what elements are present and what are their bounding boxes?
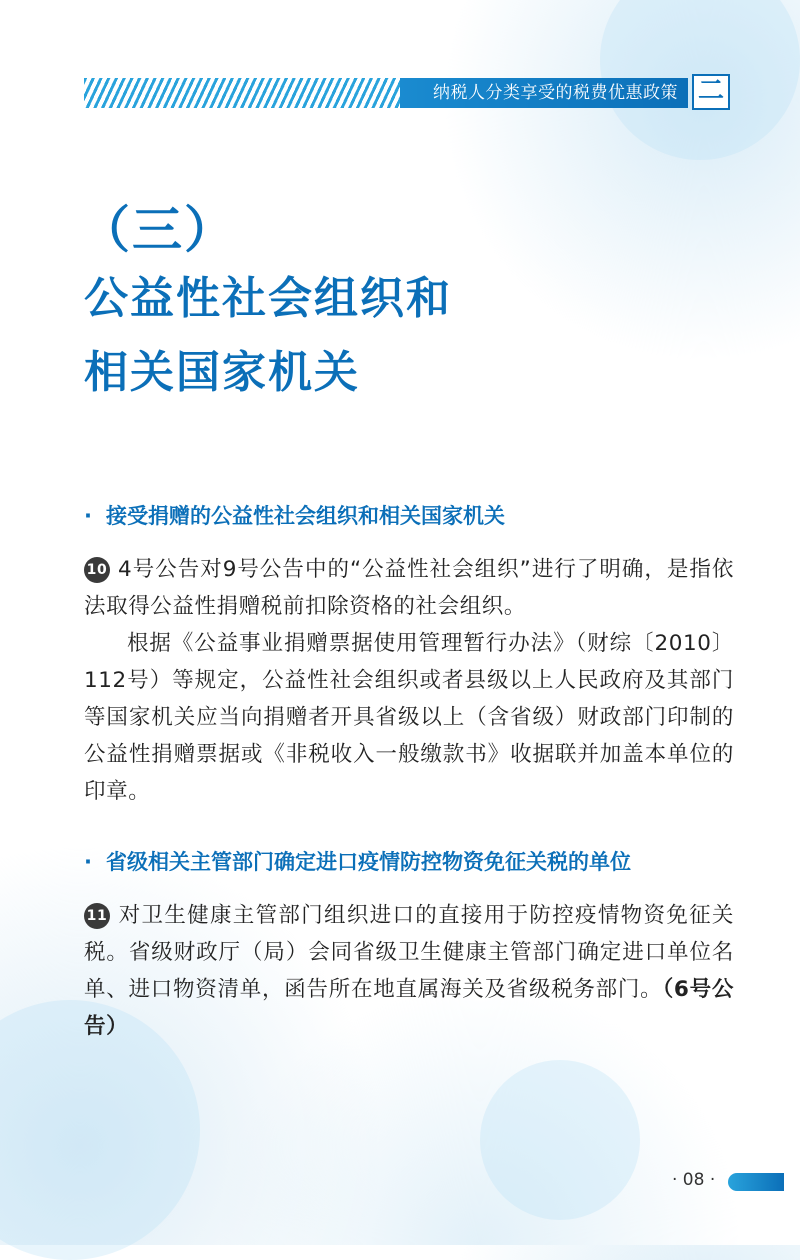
chapter-header-title: 纳税人分类享受的税费优惠政策 bbox=[400, 78, 688, 108]
subheading-donation-recipients bbox=[84, 500, 505, 530]
section-title-line1: 公益性社会组织和 bbox=[84, 273, 452, 324]
bullet: · bbox=[84, 850, 92, 874]
paragraph-11 bbox=[84, 897, 734, 1045]
chapter-numeral: 二 bbox=[692, 74, 730, 110]
item-number-badge: 11 bbox=[84, 903, 110, 929]
section-title-line2: 相关国家机关 bbox=[84, 347, 360, 398]
item-number-badge: 10 bbox=[84, 557, 110, 583]
paragraph-receipt-rules: 根据《公益事业捐赠票据使用管理暂行办法》（财综〔2010〕112号）等规定，公益性社会组织或者县级以上人民政府及其部门等国家机关应当向捐赠者开具省级以上（含省级）财政部门印制的公益性捐赠票据或《非税收入一般缴款书》收据联并加盖本单位的印章。 bbox=[84, 631, 734, 804]
header-hatch-decoration bbox=[84, 78, 400, 108]
subheading-text: 省级相关主管部门确定进口疫情防控物资免征关税的单位 bbox=[106, 850, 631, 874]
page-number: · 08 · bbox=[672, 1170, 716, 1190]
subheading-tariff-exemption-units bbox=[84, 846, 631, 876]
page-tab-decoration bbox=[728, 1173, 784, 1191]
background-bubble bbox=[480, 1060, 640, 1220]
paragraph-text: 对卫生健康主管部门组织进口的直接用于防控疫情物资免征关税。省级财政厅（局）会同省级卫生健康主管部门确定进口单位名单、进口物资清单，函告所在地直属海关及省级税务部门。 bbox=[84, 903, 734, 1002]
bullet: · bbox=[84, 504, 92, 528]
paragraph-10 bbox=[84, 551, 734, 625]
section-number: （三） bbox=[80, 201, 236, 259]
announcement-reference: （6号公告） bbox=[84, 977, 734, 1039]
subheading-text: 接受捐赠的公益性社会组织和相关国家机关 bbox=[106, 504, 505, 528]
paragraph-text: 4号公告对9号公告中的“公益性社会组织”进行了明确，是指依法取得公益性捐赠税前扣除资格的社会组织。 bbox=[84, 557, 734, 619]
